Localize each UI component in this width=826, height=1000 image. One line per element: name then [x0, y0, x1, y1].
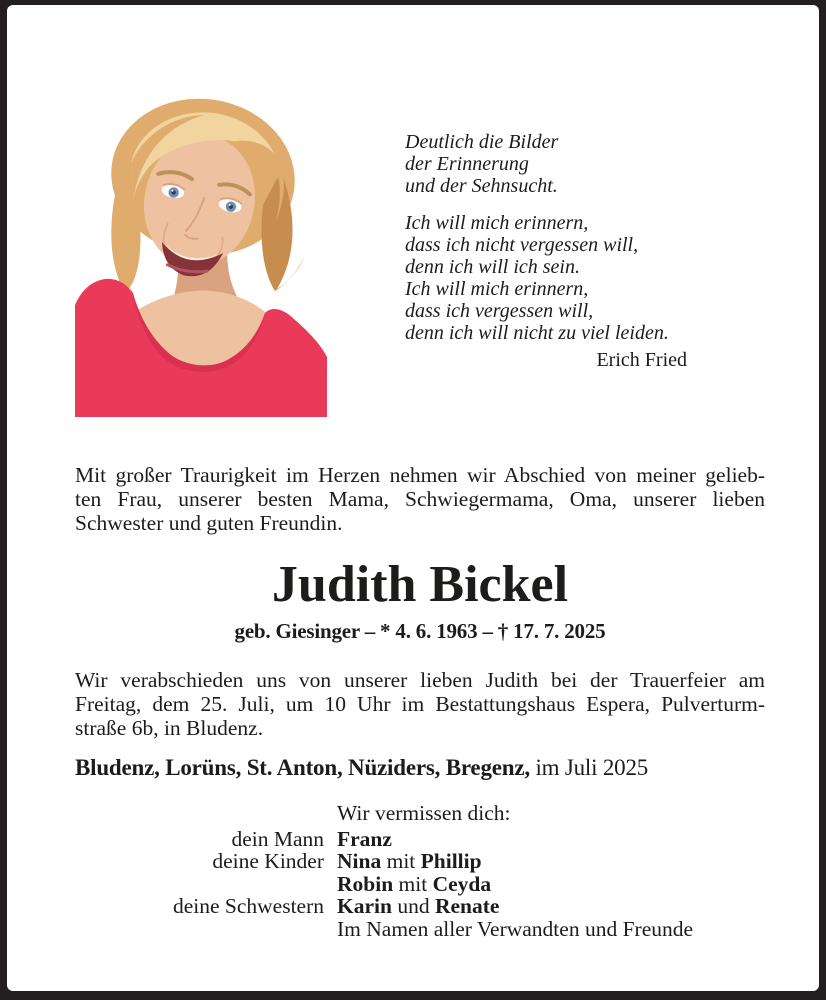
deceased-name: Judith Bickel — [271, 556, 569, 613]
farewell-relation-label: dein Mann — [231, 827, 324, 851]
farewell-names — [337, 895, 775, 917]
poem-line: Deutlich die Bilder — [405, 131, 559, 153]
farewell-row — [75, 873, 775, 895]
poem-stanza — [405, 131, 687, 197]
poem-line: denn ich will nicht zu viel leiden. — [405, 322, 669, 344]
portrait-photo — [75, 93, 327, 417]
farewell-names — [337, 918, 775, 940]
farewell-names — [337, 828, 775, 850]
connector-text: mit — [381, 849, 421, 874]
family-name: Robin — [337, 871, 394, 896]
farewell-row — [75, 895, 775, 917]
family-name: Franz — [337, 827, 392, 851]
poem-line: der Erinnerung — [405, 153, 529, 175]
farewell-names — [337, 850, 775, 872]
paragraph-line: Mit großer Traurigkeit im Herzen nehmen wir Abschied von meiner gelieb- — [75, 463, 765, 487]
family-name: Phillip — [420, 849, 482, 874]
poem-line: dass ich nicht vergessen will, — [405, 234, 639, 256]
paragraph-line: Freitag, dem 25. Juli, um 10 Uhr im Bestattungshaus Espera, Pulverturm- — [75, 692, 765, 716]
family-name: Renate — [434, 894, 500, 919]
farewell-relation-label — [75, 918, 324, 940]
family-name: Ceyda — [432, 871, 492, 896]
intro-paragraph — [75, 463, 765, 535]
farewell-row — [75, 918, 775, 940]
paragraph-line: straße 6b, in Bludenz. — [75, 716, 264, 740]
poem-stanza — [405, 212, 687, 344]
farewell-list — [75, 828, 775, 940]
poem-line: denn ich will ich sein. — [405, 256, 580, 278]
connector-text: Im Namen aller Verwandten und Freunde — [337, 916, 694, 941]
connector-text: und — [391, 894, 435, 919]
poem-line: Ich will mich erinnern, — [405, 278, 589, 300]
poem-line: dass ich vergessen will, — [405, 300, 594, 322]
funeral-announcement — [75, 668, 765, 740]
farewell-row — [75, 850, 775, 872]
paragraph-line: ten Frau, unserer besten Mama, Schwiegermama, Oma, unserer lieben — [75, 487, 765, 511]
poem-attribution: Erich Fried — [596, 349, 687, 371]
farewell-heading: Wir vermissen dich: — [337, 801, 511, 825]
cities-dateline — [75, 755, 765, 781]
farewell-names — [337, 873, 775, 895]
connector-text: mit — [393, 871, 433, 896]
farewell-relation-label — [75, 873, 324, 895]
memorial-card — [7, 5, 819, 991]
farewell-row — [75, 828, 775, 850]
farewell-relation-label: deine Kinder — [212, 849, 324, 874]
regular-text: im Juli 2025 — [529, 755, 649, 780]
family-name: Karin — [337, 894, 392, 919]
farewell-relation-label: deine Schwestern — [172, 894, 324, 919]
family-name: Nina — [337, 849, 382, 874]
poem-line: Ich will mich erinnern, — [405, 212, 589, 234]
paragraph-line: Schwester und guten Freundin. — [75, 511, 343, 535]
paragraph-line: Wir verabschieden uns von unserer lieben Judith bei der Trauerfeier am — [75, 668, 765, 692]
poem — [405, 131, 687, 371]
poem-line: und der Sehnsucht. — [405, 175, 558, 197]
life-dates: geb. Giesinger – * 4. 6. 1963 – † 17. 7. 2025 — [234, 619, 606, 643]
emphasized-text: Bludenz, Lorüns, St. Anton, Nüziders, Bregenz, — [75, 755, 530, 780]
